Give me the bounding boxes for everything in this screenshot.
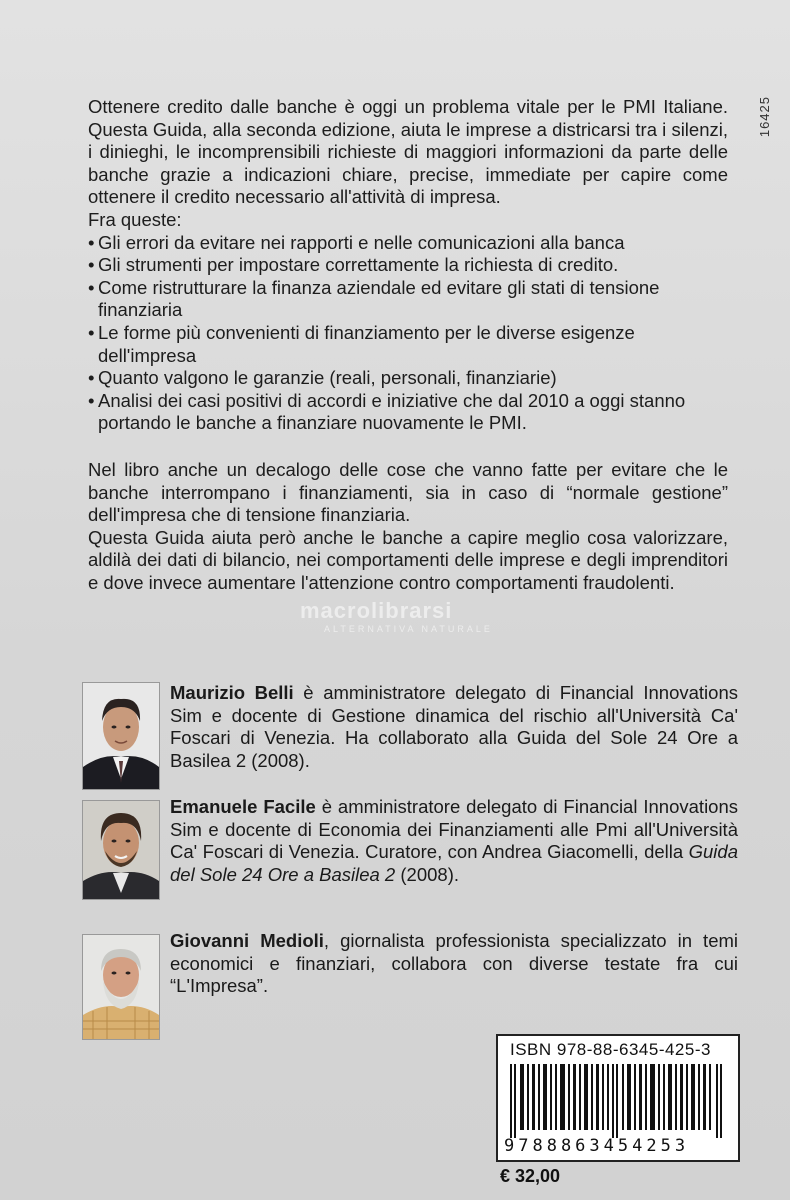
author-bio-end: (2008). — [395, 863, 459, 885]
author-bio-medioli — [170, 930, 738, 998]
closing-paragraph-1: Nel libro anche un decalogo delle cose che vanno fatte per evitare che le banche interrompano i finanziamenti, sia in caso di “normale gestione” dell'impresa che di tensione finanziaria. — [88, 458, 728, 526]
author-photo-belli — [82, 682, 160, 790]
author-bio-belli — [170, 682, 738, 772]
list-item: • Gli errori da evitare nei rapporti e nelle comunicazioni alla banca — [88, 232, 728, 255]
description-block — [88, 96, 728, 594]
price-label: € 32,00 — [500, 1166, 561, 1186]
author-bio-text: , giornalista professionista specializzato in temi economici e finanziari, collabora con diverse testate fra cui “L'Impresa”. — [170, 930, 738, 997]
author-facile — [82, 796, 738, 886]
author-bio-italic: Guida del Sole 24 Ore a Basilea 2 — [170, 841, 738, 885]
publisher-watermark — [300, 598, 493, 634]
author-photo-medioli — [82, 934, 160, 1040]
author-belli — [82, 682, 738, 772]
author-bio-facile — [170, 796, 738, 886]
list-item: • Gli strumenti per impostare correttamente la richiesta di credito. — [88, 254, 728, 277]
feature-list — [88, 232, 728, 435]
author-name: Emanuele Facile — [170, 796, 316, 817]
catalog-code: 16425 — [757, 96, 772, 138]
watermark-name: macrolibrarsi — [300, 598, 453, 623]
isbn-barcode — [496, 1034, 740, 1162]
author-bio-text: è amministratore delegato di Financial Innovations Sim e docente di Gestione dinamica del rischio all'Università Ca' Foscari di Venezia. Ha collaborato alla Guida del Sole 24 Ore a Basilea 2 (2008). — [170, 682, 738, 771]
closing-paragraph-2: Questa Guida aiuta però anche le banche a capire meglio cosa valorizzare, aldilà dei dati di bilancio, nei comportamenti delle imprese e degli imprenditori e dove invece aumentare l'attenzione contro comportamenti fraudolenti. — [88, 526, 728, 593]
isbn-number: ISBN 978-88-6345-425-3 — [510, 1040, 711, 1059]
author-name: Maurizio Belli — [170, 682, 294, 703]
list-item: • Come ristrutturare la finanza aziendale ed evitare gli stati di tensione finanziaria — [88, 277, 728, 322]
barcode-bars — [508, 1064, 728, 1138]
author-name: Giovanni Medioli — [170, 930, 324, 951]
watermark-tagline: ALTERNATIVA NATURALE — [324, 624, 493, 634]
author-bio-text: è amministratore delegato di Financial Innovations Sim e docente di Economia dei Finanziamenti alle Pmi all'Università Ca' Foscari di Venezia. Curatore, con Andrea Giacomelli, della — [170, 796, 739, 863]
list-item: • Analisi dei casi positivi di accordi e iniziative che dal 2010 a oggi stanno portando le banche a finanziare nuovamente le PMI. — [88, 390, 728, 435]
intro-paragraph: Ottenere credito dalle banche è oggi un problema vitale per le PMI Italiane. Questa Guida, alla seconda edizione, aiuta le imprese a districarsi tra i silenzi, i dinieghi, le incomprensibili richieste di maggiori informazioni da parte delle banche grazie a indicazioni chiare, precise, immediate per capire come ottenere il credito necessario all'attività di impresa. — [88, 96, 728, 208]
ean-digits: 9788863454253 — [504, 1136, 690, 1156]
list-item: • Quanto valgono le garanzie (reali, personali, finanziarie) — [88, 367, 728, 390]
list-intro: Fra queste: — [88, 208, 182, 230]
author-medioli — [82, 930, 738, 998]
list-item: • Le forme più convenienti di finanziamento per le diverse esigenze dell'impresa — [88, 322, 728, 367]
author-photo-facile — [82, 800, 160, 900]
